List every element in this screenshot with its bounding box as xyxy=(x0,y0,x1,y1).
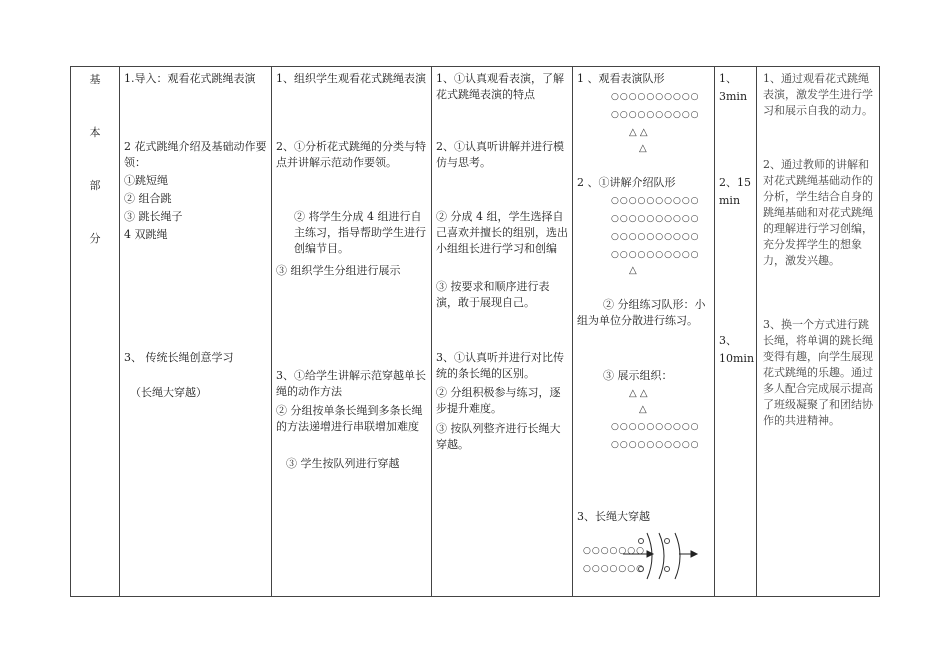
intent-3: 3、换一个方式进行跳长绳，将单调的跳长绳变得有趣，向学生展现花式跳绳的乐趣。通过多人配合完成展示提高了班级凝聚了和团结协作的共进精神。 xyxy=(763,318,873,427)
rope-circles xyxy=(639,539,670,572)
section-char-1: 基 xyxy=(89,73,101,86)
formation-2-row-3: ○○○○○○○○○○ xyxy=(611,232,700,242)
formation-2-teacher: △ xyxy=(629,265,637,276)
section-char-2: 本 xyxy=(89,126,101,139)
student-2b: ② 分成 4 组，学生选择自己喜欢并擅长的组别，选出小组组长进行学习和创编 xyxy=(436,210,568,255)
intent-1: 1、通过观看花式跳绳表演，激发学生进行学习和展示自我的动力。 xyxy=(763,72,873,117)
time-column xyxy=(714,67,757,596)
time-3a: 3、 xyxy=(719,334,737,347)
rope-arc-2 xyxy=(659,533,664,579)
rope-diagram xyxy=(619,529,699,583)
content-item-2c: ③ 跳长绳子 xyxy=(124,210,183,223)
organize-1: 1、组织学生观看花式跳绳表演 xyxy=(276,72,426,85)
formation-1-teachers: △ △ xyxy=(629,127,648,138)
formation-1-title: 1 、观看表演队形 xyxy=(577,72,665,85)
rope-dot-3 xyxy=(639,539,644,544)
rope-dot-1 xyxy=(639,567,644,572)
student-1: 1、①认真观看表演，了解花式跳绳表演的特点 xyxy=(436,72,564,101)
student-2a: 2、①认真听讲解并进行模仿与思考。 xyxy=(436,140,564,169)
intent-column xyxy=(756,67,881,596)
formation-4-title: ③ 展示组织： xyxy=(603,369,673,382)
content-item-1: 1.导入：观看花式跳绳表演 xyxy=(124,72,256,85)
formation-4-teacher: △ xyxy=(639,404,647,415)
formation-5-title: 3、长绳大穿越 xyxy=(577,510,650,523)
rope-dot-2 xyxy=(665,567,670,572)
content-item-2b: ② 组合跳 xyxy=(124,192,172,205)
content-item-2-title: 2 花式跳绳介绍及基础动作要领： xyxy=(124,140,267,169)
content-item-3-sub: （长绳大穿越） xyxy=(130,386,207,399)
section-column xyxy=(71,67,119,596)
student-3b: ② 分组积极参与练习，逐步提升难度。 xyxy=(436,386,561,415)
organize-2c: ③ 组织学生分组进行展示 xyxy=(276,264,401,277)
student-3a: 3、①认真听并进行对比传统的条长绳的区别。 xyxy=(436,351,564,380)
section-char-4: 分 xyxy=(89,232,101,245)
time-2b: min xyxy=(719,194,741,207)
rope-arcs xyxy=(647,533,680,579)
formation-1-row-2: ○○○○○○○○○○ xyxy=(611,110,700,120)
formation-4-row-2: ○○○○○○○○○○ xyxy=(611,440,700,450)
time-3b: 10min xyxy=(719,352,755,365)
arrow-2-head xyxy=(691,551,697,557)
content-item-3: 3、 传统长绳创意学习 xyxy=(124,351,234,364)
organize-2a: 2、①分析花式跳绳的分类与特点并讲解示范动作要领。 xyxy=(276,140,426,169)
formation-1-teacher: △ xyxy=(639,143,647,154)
rope-row-2: ○○○○○○○ xyxy=(583,564,645,574)
organize-2b: ② 将学生分成 4 组进行自主练习，指导帮助学生进行创编节目。 xyxy=(294,210,426,255)
intent-2: 2、通过教师的讲解和对花式跳绳基础动作的分析，学生结合自身的跳绳基础和对花式跳绳的理解进行学习创编，充分发挥学生的想象力，激发兴趣。 xyxy=(763,158,873,267)
rope-dot-4 xyxy=(665,539,670,544)
time-1a: 1、 xyxy=(719,72,737,85)
student-2c: ③ 按要求和顺序进行表演，敢于展现自己。 xyxy=(436,280,550,309)
formation-2-row-1: ○○○○○○○○○○ xyxy=(611,196,700,206)
lesson-plan-table xyxy=(70,66,880,597)
formation-4-row-1: ○○○○○○○○○○ xyxy=(611,422,700,432)
formation-2-row-4: ○○○○○○○○○○ xyxy=(611,250,700,260)
time-2a: 2、15 xyxy=(719,176,751,189)
formation-column xyxy=(572,67,715,596)
student-3c: ③ 按队列整齐进行长绳大穿越。 xyxy=(436,422,561,451)
formation-2-title: 2 、①讲解介绍队形 xyxy=(577,176,676,189)
move-arrows xyxy=(623,551,697,557)
formation-2-row-2: ○○○○○○○○○○ xyxy=(611,214,700,224)
time-1b: 3min xyxy=(719,90,748,103)
organize-column xyxy=(271,67,432,596)
rope-row-1: ○○○○○○○ xyxy=(583,546,645,556)
content-item-2a: ①跳短绳 xyxy=(124,174,168,187)
organize-3c: ③ 学生按队列进行穿越 xyxy=(286,457,400,470)
formation-4-teachers: △ △ xyxy=(629,388,648,399)
content-column xyxy=(119,67,272,596)
student-column xyxy=(431,67,573,596)
organize-3b: ② 分组按单条长绳到多条长绳的方法递增进行串联增加难度 xyxy=(276,404,423,433)
organize-3a: 3、①给学生讲解示范穿越单长绳的动作方法 xyxy=(276,369,426,398)
section-char-3: 部 xyxy=(89,179,101,192)
formation-3: ② 分组练习队形：小组为单位分散进行练习。 xyxy=(577,298,706,327)
formation-1-row-1: ○○○○○○○○○○ xyxy=(611,92,700,102)
content-item-2d: 4 双跳绳 xyxy=(124,228,168,241)
rope-arc-3 xyxy=(675,533,680,579)
